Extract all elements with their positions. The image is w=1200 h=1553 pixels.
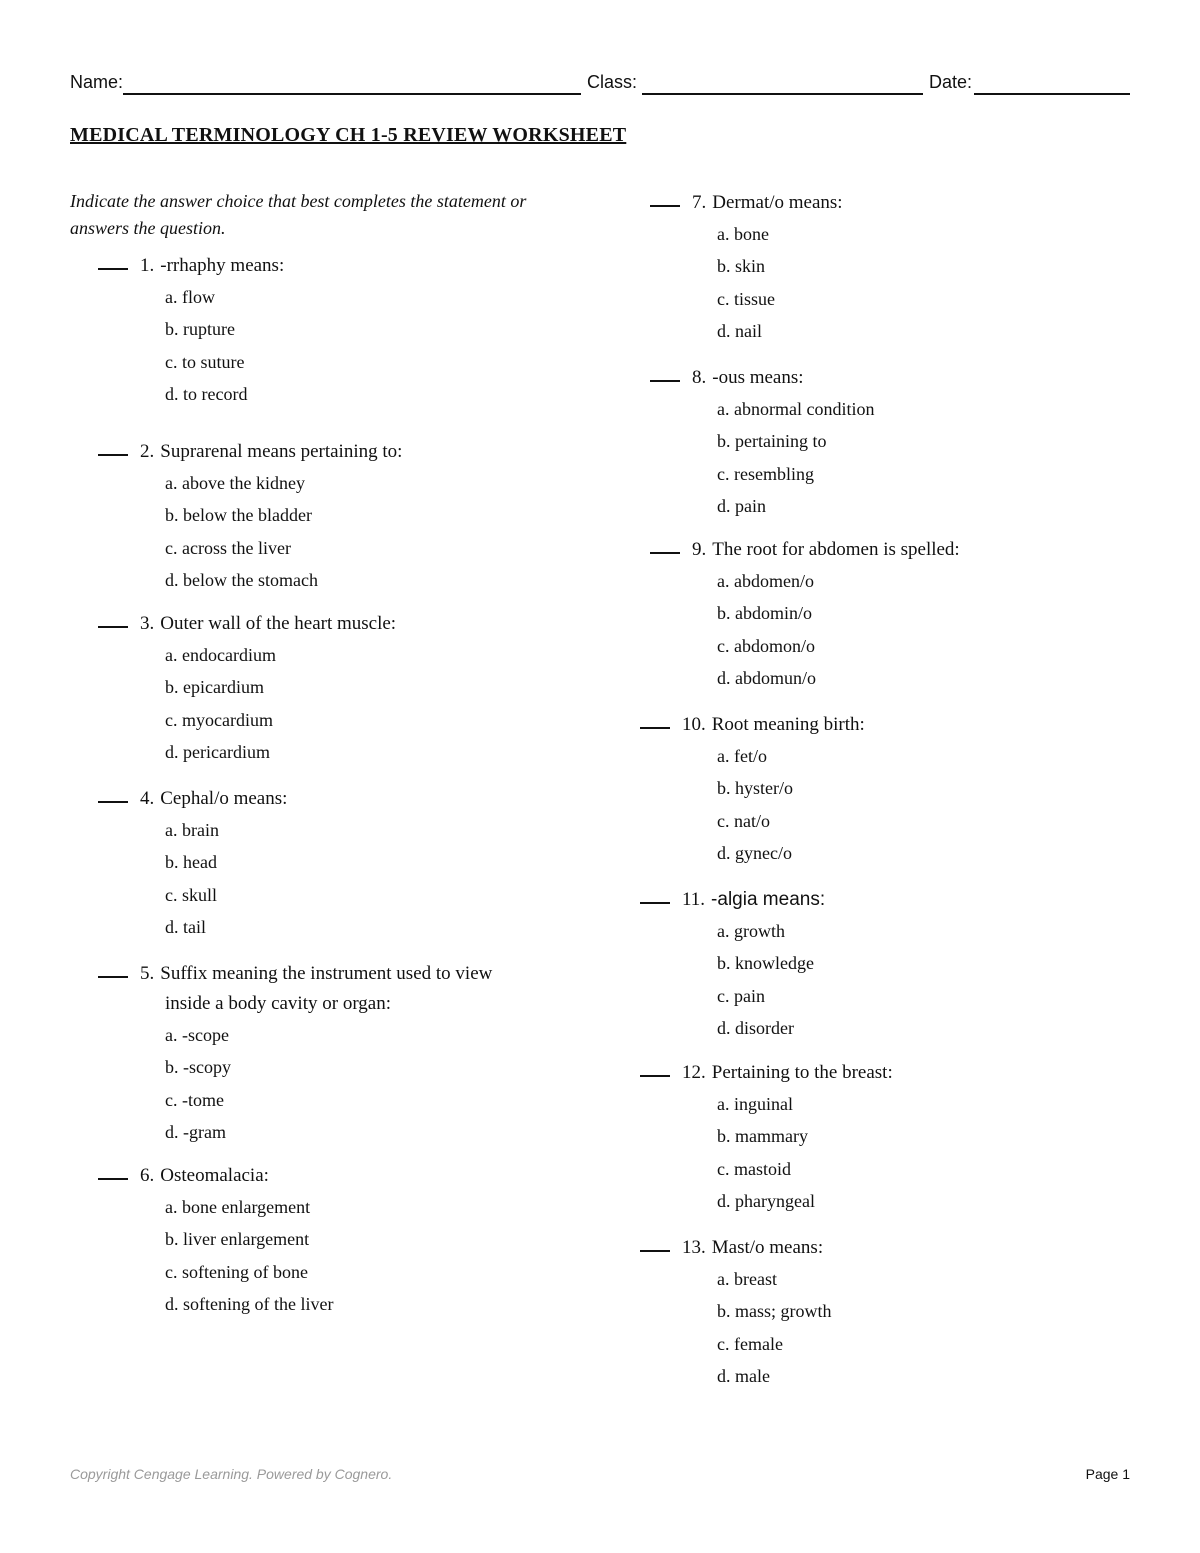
question-text: -algia means:: [711, 889, 826, 910]
option-d: d. pericardium: [165, 742, 270, 763]
question-text: -ous means:: [712, 367, 804, 388]
question-5: [98, 959, 492, 1149]
option-a: a. breast: [717, 1269, 777, 1289]
worksheet-title: MEDICAL TERMINOLOGY CH 1-5 REVIEW WORKSHEET: [70, 124, 627, 146]
option-a: a. endocardium: [165, 645, 276, 665]
option-d: d. pain: [717, 496, 766, 517]
option-d: d. to record: [165, 384, 248, 405]
name-field[interactable]: [123, 93, 581, 95]
question-text: Dermat/o means:: [712, 192, 843, 213]
answer-blank-7[interactable]: [650, 205, 680, 207]
question-number: 11.: [682, 889, 706, 910]
question-text: Cephal/o means:: [160, 788, 288, 809]
question-text: Root meaning birth:: [711, 714, 865, 735]
option-b: b. epicardium: [165, 677, 264, 698]
option-list: [165, 1019, 492, 1149]
question-number: 6.: [140, 1165, 155, 1186]
option-b: b. skin: [717, 256, 766, 277]
option-b: b. -scopy: [165, 1057, 231, 1078]
option-c: c. across the liver: [165, 537, 291, 558]
option-a: a. bone enlargement: [165, 1197, 311, 1217]
option-list: [165, 639, 396, 769]
question-11: [640, 885, 825, 1045]
answer-blank-3[interactable]: [98, 626, 128, 628]
question-2: [98, 437, 402, 597]
question-number: 10.: [682, 714, 706, 735]
option-c: c. myocardium: [165, 709, 273, 730]
option-d: d. nail: [717, 321, 762, 342]
answer-blank-6[interactable]: [98, 1178, 128, 1180]
question-text: Pertaining to the breast:: [711, 1062, 893, 1083]
question-3: [98, 609, 396, 769]
class-field[interactable]: [642, 93, 923, 95]
question-number: 3.: [140, 613, 155, 634]
option-d: d. abdomun/o: [717, 668, 816, 689]
copyright-footer: Copyright Cengage Learning. Powered by Cognero.: [70, 1466, 393, 1482]
question-12: [640, 1058, 893, 1218]
question-number: 2.: [140, 441, 155, 462]
option-c: c. softening of bone: [165, 1261, 308, 1282]
option-a: a. growth: [717, 921, 785, 941]
option-a: a. flow: [165, 287, 215, 307]
question-7: [650, 188, 843, 348]
page-number: Page 1: [1085, 1466, 1130, 1482]
option-c: c. pain: [717, 985, 765, 1006]
answer-blank-12[interactable]: [640, 1075, 670, 1077]
question-9: [650, 535, 960, 695]
option-a: a. brain: [165, 820, 219, 840]
option-a: a. fet/o: [717, 746, 767, 766]
option-c: c. skull: [165, 884, 217, 905]
option-b: b. hyster/o: [717, 778, 793, 799]
answer-blank-4[interactable]: [98, 801, 128, 803]
option-d: d. tail: [165, 917, 206, 938]
answer-blank-10[interactable]: [640, 727, 670, 729]
option-c: c. tissue: [717, 288, 775, 309]
option-list: [165, 814, 287, 944]
answer-blank-13[interactable]: [640, 1250, 670, 1252]
question-number: 1.: [140, 255, 155, 276]
option-b: b. rupture: [165, 319, 235, 340]
question-number: 13.: [682, 1237, 706, 1258]
option-c: c. resembling: [717, 463, 814, 484]
option-b: b. abdomin/o: [717, 603, 812, 624]
option-list: [717, 218, 843, 348]
question-text: Suffix meaning the instrument used to view: [160, 963, 493, 984]
question-text: The root for abdomen is spelled:: [712, 539, 960, 560]
option-list: [165, 467, 402, 597]
question-6: [98, 1161, 333, 1321]
option-d: d. disorder: [717, 1018, 794, 1039]
question-text: -rrhaphy means:: [160, 255, 285, 276]
question-number: 9.: [692, 539, 707, 560]
option-a: a. inguinal: [717, 1094, 793, 1114]
option-b: b. liver enlargement: [165, 1229, 310, 1250]
option-c: c. nat/o: [717, 810, 770, 831]
name-label: Name:: [70, 72, 124, 92]
option-c: c. -tome: [165, 1089, 224, 1110]
question-8: [650, 363, 874, 523]
question-number: 5.: [140, 963, 155, 984]
option-list: [165, 281, 284, 411]
date-label: Date:: [929, 72, 973, 92]
option-c: c. abdomon/o: [717, 635, 815, 656]
answer-blank-5[interactable]: [98, 976, 128, 978]
option-list: [717, 740, 865, 870]
question-1: [98, 251, 284, 411]
answer-blank-9[interactable]: [650, 552, 680, 554]
question-text-continued: inside a body cavity or organ:: [165, 993, 392, 1014]
question-text: Suprarenal means pertaining to:: [160, 441, 403, 462]
option-c: c. to suture: [165, 351, 245, 372]
option-list: [717, 915, 825, 1045]
question-text: Outer wall of the heart muscle:: [160, 613, 397, 634]
option-c: c. mastoid: [717, 1158, 791, 1179]
option-d: d. gynec/o: [717, 843, 792, 864]
option-b: b. mammary: [717, 1126, 808, 1147]
question-text: Mast/o means:: [711, 1237, 824, 1258]
question-text: Osteomalacia:: [160, 1165, 269, 1186]
question-number: 7.: [692, 192, 707, 213]
answer-blank-2[interactable]: [98, 454, 128, 456]
question-13: [640, 1233, 832, 1393]
option-d: d. softening of the liver: [165, 1294, 334, 1315]
option-b: b. mass; growth: [717, 1301, 832, 1322]
question-number: 4.: [140, 788, 155, 809]
question-10: [640, 710, 865, 870]
option-b: b. pertaining to: [717, 431, 827, 452]
option-d: d. -gram: [165, 1122, 226, 1143]
option-a: a. abdomen/o: [717, 571, 814, 591]
class-label: Class:: [587, 72, 638, 92]
option-a: a. bone: [717, 224, 769, 244]
answer-blank-1[interactable]: [98, 268, 128, 270]
option-list: [717, 1088, 893, 1218]
question-number: 12.: [682, 1062, 706, 1083]
instructions: Indicate the answer choice that best completes the statement or answers the question.: [70, 191, 527, 238]
option-a: a. -scope: [165, 1025, 229, 1045]
option-a: a. above the kidney: [165, 473, 305, 493]
option-d: d. below the stomach: [165, 570, 318, 591]
option-list: [717, 1263, 832, 1393]
header-fields: [70, 72, 1130, 98]
option-d: d. male: [717, 1366, 770, 1387]
option-b: b. head: [165, 852, 217, 873]
option-list: [717, 565, 960, 695]
question-4: [98, 784, 287, 944]
answer-blank-11[interactable]: [640, 902, 670, 904]
option-list: [165, 1191, 333, 1321]
option-b: b. knowledge: [717, 953, 814, 974]
question-number: 8.: [692, 367, 707, 388]
date-field[interactable]: [974, 93, 1130, 95]
option-b: b. below the bladder: [165, 505, 312, 526]
answer-blank-8[interactable]: [650, 380, 680, 382]
option-a: a. abnormal condition: [717, 399, 875, 419]
option-c: c. female: [717, 1333, 783, 1354]
option-d: d. pharyngeal: [717, 1191, 815, 1212]
option-list: [717, 393, 874, 523]
